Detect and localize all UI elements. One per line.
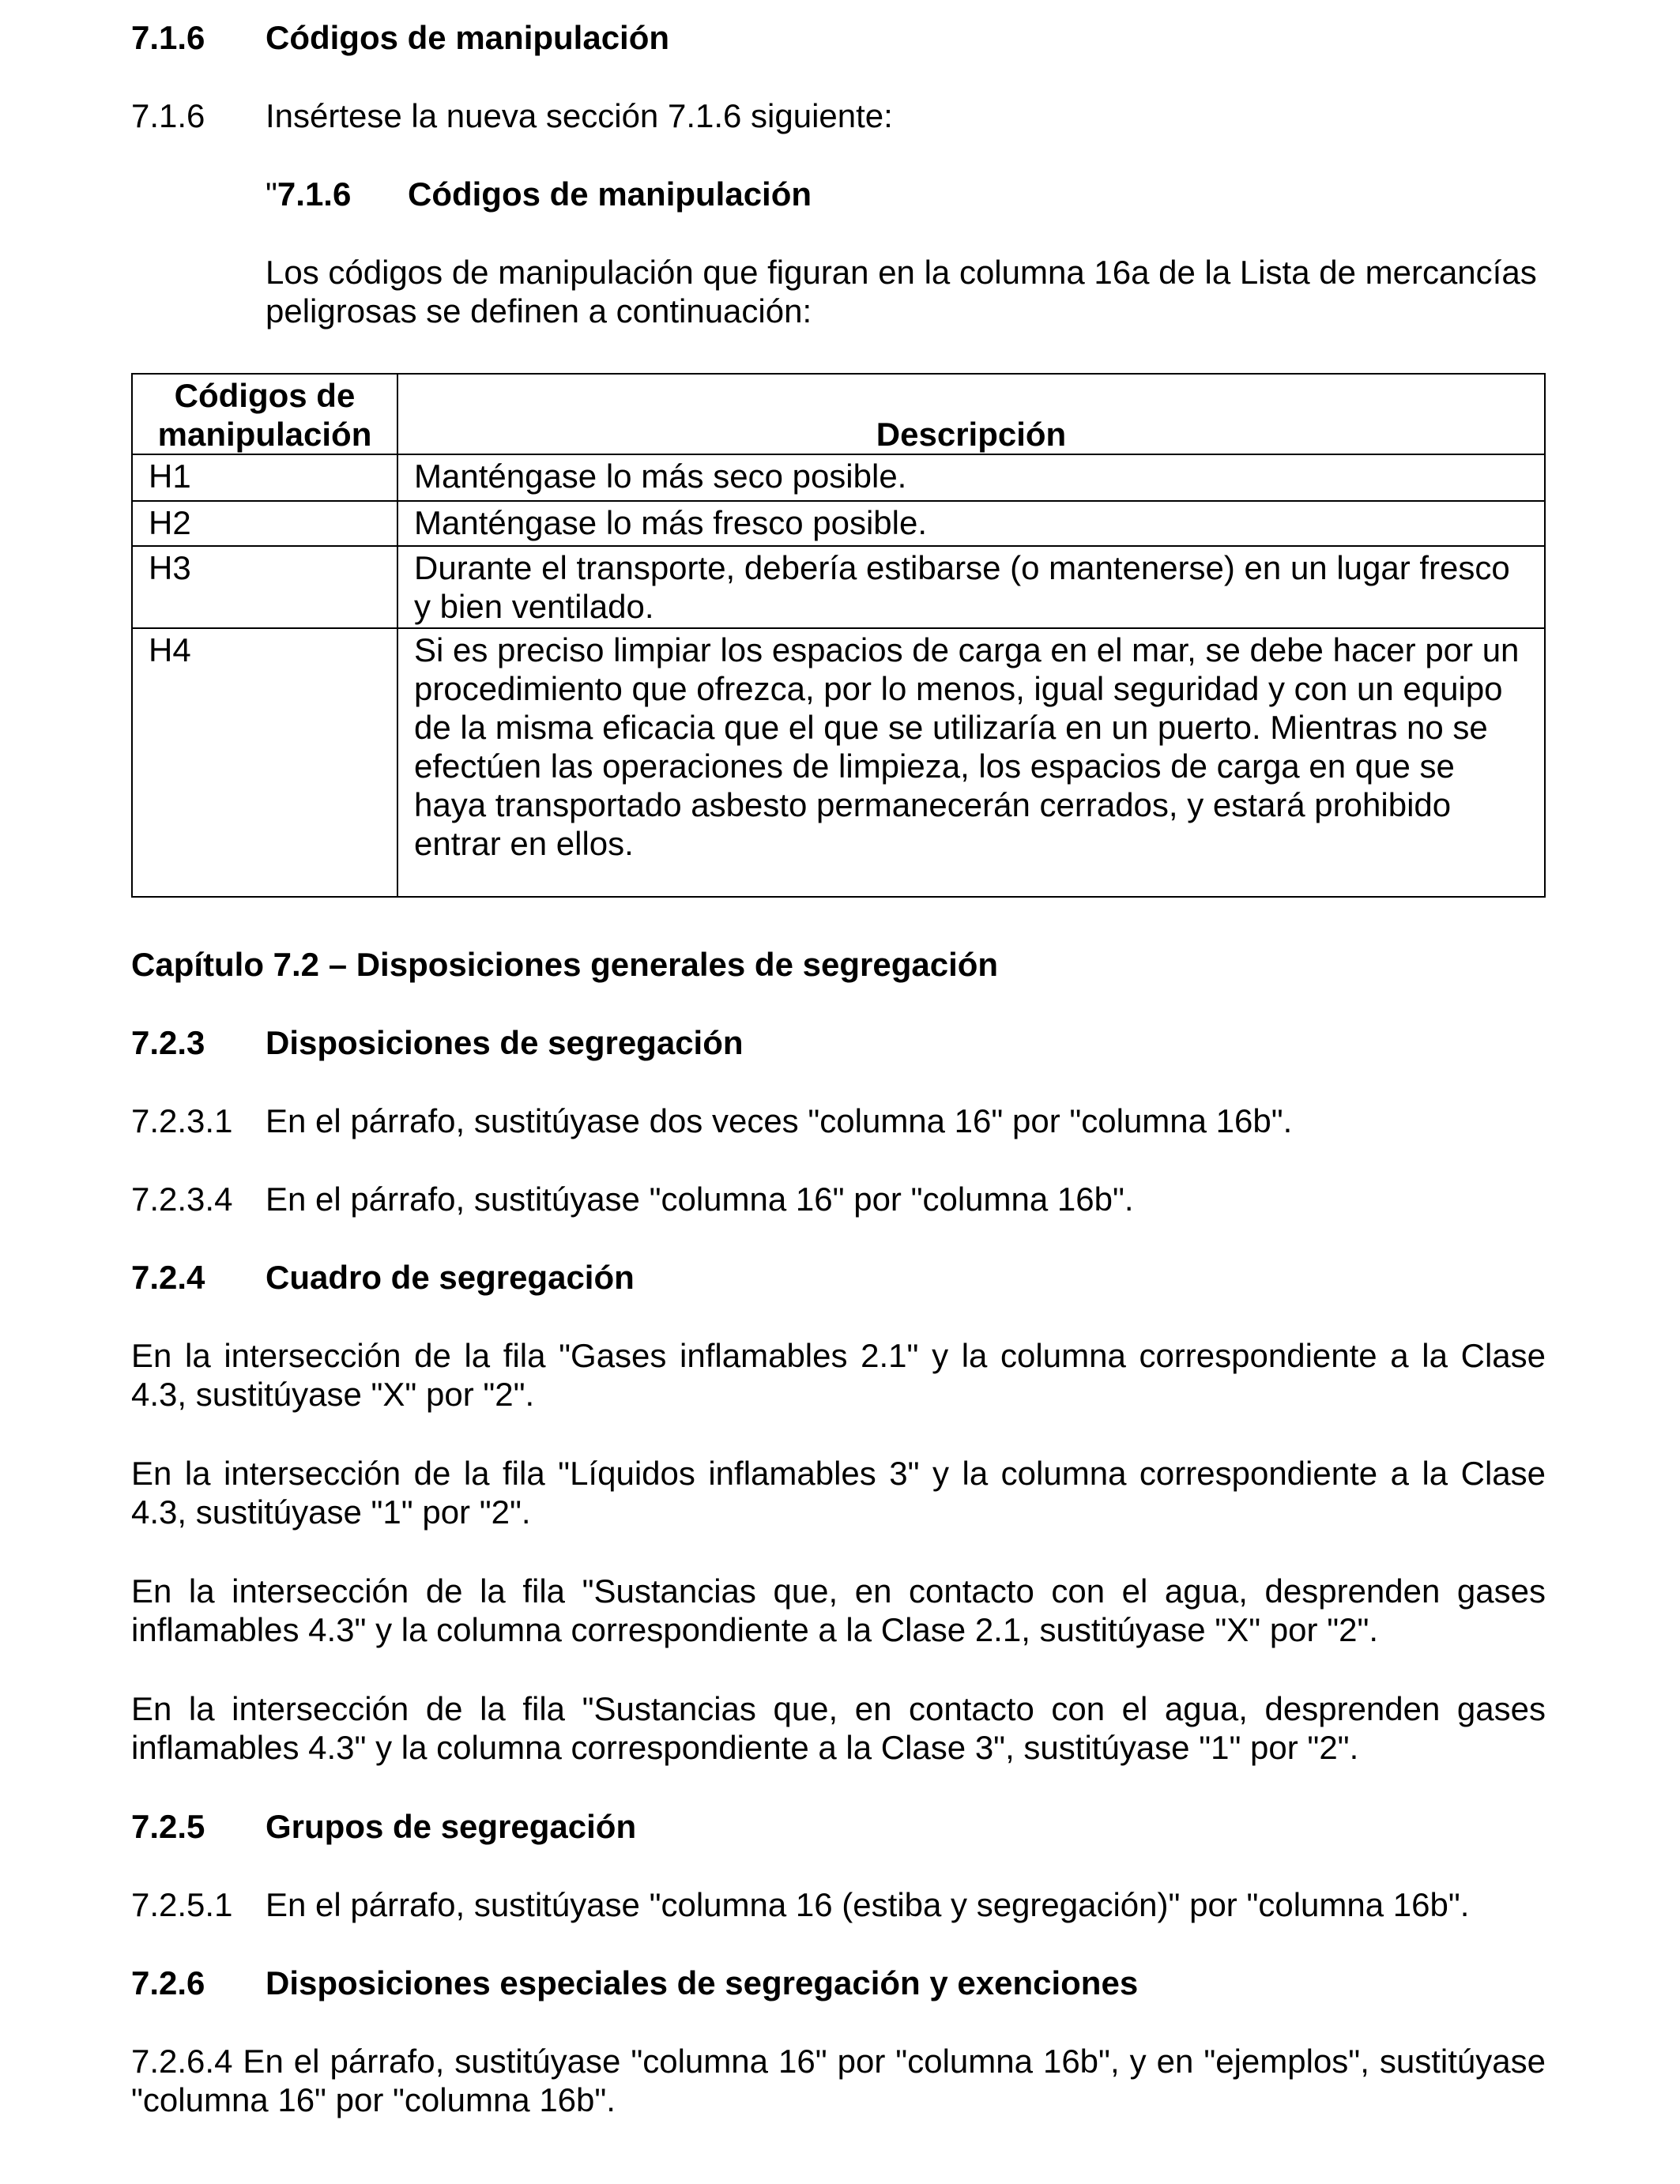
paragraph-number: 7.2.5.1 (131, 1886, 233, 1923)
cell-code: H4 (132, 628, 397, 897)
chapter-heading-7-2: Capítulo 7.2 – Disposiciones generales de segregación (131, 946, 999, 983)
section-number: 7.2.5 (131, 1808, 205, 1845)
section-title: Disposiciones especiales de segregación y exenciones (266, 1964, 1139, 2001)
section-title: Cuadro de segregación (266, 1259, 635, 1296)
segregation-table-paragraph: En la intersección de la fila "Gases inflamables 2.1" y la columna correspondiente a la Clase 4.3, sustitúyase "X" por "2". (131, 1337, 1546, 1413)
header-codes: Códigos de manipulación (132, 374, 397, 454)
segregation-table-paragraph: En la intersección de la fila "Sustancias que, en contacto con el agua, desprenden gases inflamables 4.3" y la columna correspondiente a la Clase 2.1, sustitúyase "X" por "2". (131, 1572, 1546, 1648)
paragraph-number: 7.2.3.4 (131, 1180, 233, 1218)
cell-description: Manténgase lo más fresco posible. (397, 501, 1545, 546)
quoted-heading-title: Códigos de manipulación (408, 175, 812, 213)
header-description: Descripción (397, 374, 1545, 454)
section-number: 7.2.3 (131, 1024, 205, 1061)
table-row (132, 628, 1545, 897)
segregation-table-paragraph: En la intersección de la fila "Líquidos inflamables 3" y la columna correspondiente a la Clase 4.3, sustitúyase "1" por "2". (131, 1455, 1546, 1531)
section-title: Códigos de manipulación (266, 19, 670, 56)
paragraph-text: En el párrafo, sustitúyase "columna 16 (estiba y segregación)" por "columna 16b". (266, 1886, 1470, 1923)
paragraph-text: En el párrafo, sustitúyase "columna 16" por "columna 16b". (266, 1180, 1134, 1218)
section-number: 7.2.4 (131, 1259, 205, 1296)
section-title: Grupos de segregación (266, 1808, 637, 1845)
table-row (132, 501, 1545, 546)
cell-code: H2 (132, 501, 397, 546)
cell-description: Durante el transporte, debería estibarse (o mantenerse) en un lugar fresco y bien ventilado. (397, 546, 1545, 628)
table-row (132, 546, 1545, 628)
cell-code: H3 (132, 546, 397, 628)
opening-quote: " (266, 175, 277, 213)
paragraph-number: 7.2.3.1 (131, 1102, 233, 1139)
section-number: 7.1.6 (131, 19, 205, 56)
paragraph-text: En el párrafo, sustitúyase dos veces "columna 16" por "columna 16b". (266, 1102, 1293, 1139)
cell-description: Manténgase lo más seco posible. (397, 454, 1545, 501)
intro-paragraph: Los códigos de manipulación que figuran en la columna 16a de la Lista de mercancías peligrosas se definen a continuación: (266, 254, 1537, 329)
section-title: Disposiciones de segregación (266, 1024, 744, 1061)
paragraph-number: 7.1.6 (131, 97, 205, 134)
paragraph-7-2-6-4: 7.2.6.4 En el párrafo, sustitúyase "columna 16" por "columna 16b", y en "ejemplos", sustitúyase "columna 16" por "columna 16b". (131, 2043, 1546, 2118)
handling-codes-table (131, 373, 1546, 898)
cell-code: H1 (132, 454, 397, 501)
cell-description: Si es preciso limpiar los espacios de carga en el mar, se debe hacer por un procedimiento que ofrezca, por lo menos, igual seguridad y con un equipo de la misma eficacia que el que se utilizaría en un puerto. Mientras no se efectúen las operaciones de limpieza, los espacios de carga en que se haya transportado asbesto permanecerán cerrados, y estará prohibido entrar en ellos. (397, 628, 1545, 897)
table-header-row (132, 374, 1545, 454)
table-row (132, 454, 1545, 501)
segregation-table-paragraph: En la intersección de la fila "Sustancias que, en contacto con el agua, desprenden gases inflamables 4.3" y la columna correspondiente a la Clase 3", sustitúyase "1" por "2". (131, 1690, 1546, 1766)
paragraph-text: Insértese la nueva sección 7.1.6 siguiente: (266, 97, 893, 134)
section-number: 7.2.6 (131, 1964, 205, 2001)
quoted-heading-number: "7.1.6 (266, 175, 352, 213)
